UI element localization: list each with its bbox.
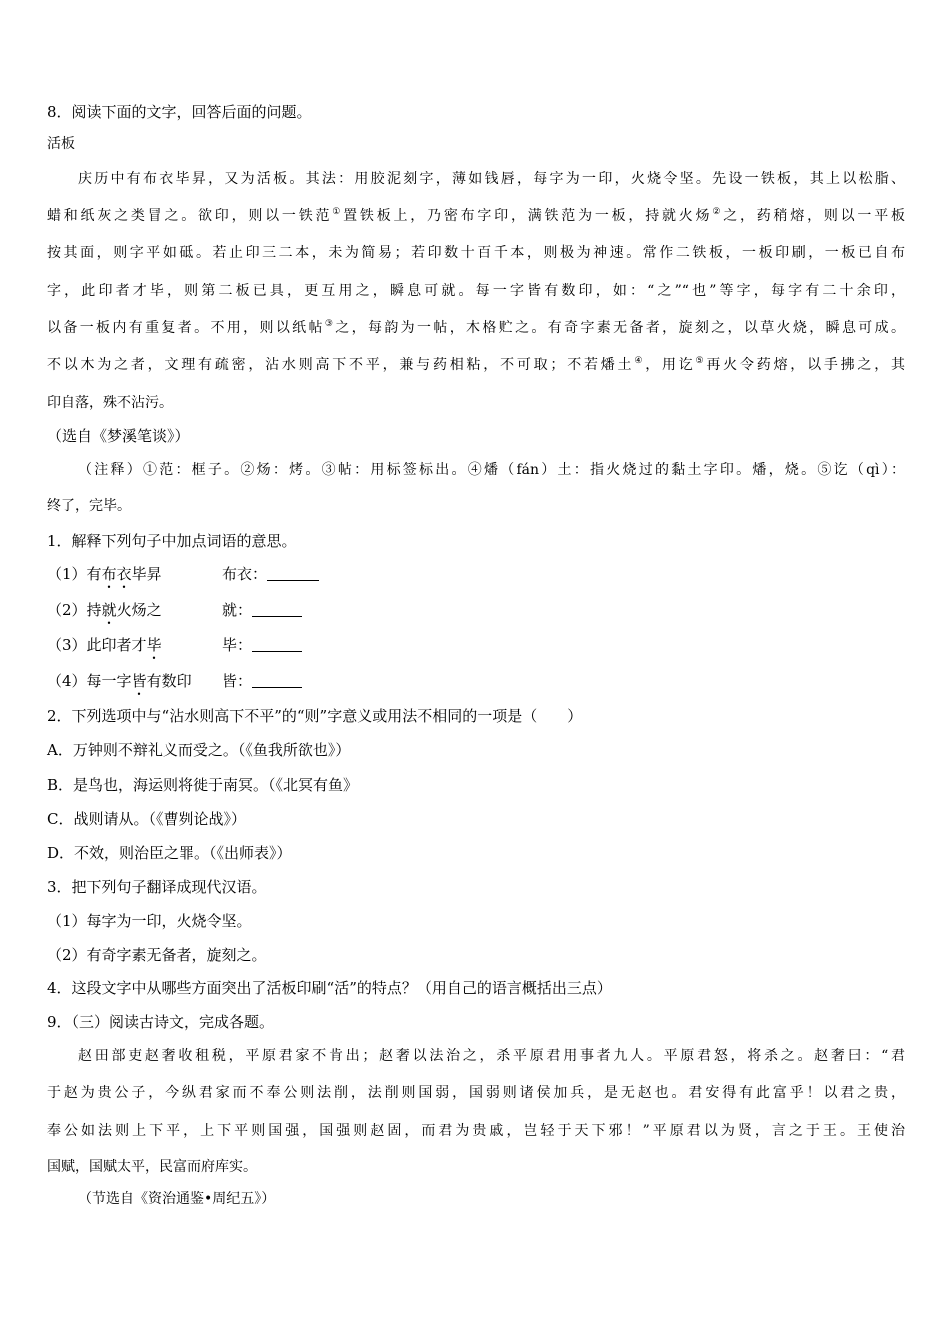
option-c[interactable]: C．战则请从。（《曹刿论战》）	[47, 810, 246, 828]
option-b[interactable]: B．是鸟也，海运则将徙于南冥。（《北冥有鱼》	[47, 776, 359, 794]
note-ref: ①	[332, 207, 344, 217]
sub1-item: （4）每一字皆有数印	[47, 672, 192, 690]
answer-blank[interactable]	[267, 564, 319, 581]
passage-line: 庆历中有布衣毕昇，又为活板。其法：用胶泥刻字，薄如钱唇，每字为一印，火烧令坚。先设一铁板，其上以松脂、	[78, 171, 905, 187]
answer-line: 就：	[222, 600, 302, 620]
sub-question-2: 2．下列选项中与“沾水则高下不平”的“则”字意义或用法不相同的一项是（ ）	[47, 707, 583, 725]
answer-line: 布衣：	[222, 564, 319, 584]
sub-question-3: 3．把下列句子翻译成现代汉语。	[47, 878, 267, 896]
passage-line: 国赋，国赋太平，民富而府库实。	[47, 1159, 257, 1175]
passage-source: （节选自《资治通鉴•周纪五》）	[78, 1191, 276, 1207]
note-ref: ③	[324, 319, 336, 329]
notes: （注释）①范：框子。②炀：烤。③帖：用标签标出。④燔（fán）土：指火烧过的黏土字印。燔，烧。⑤讫（qì）：	[78, 462, 905, 478]
passage-line: 按其面，则字平如砥。若止印三二本，未为简易；若印数十百千本，则极为神速。常作二铁板，一板印刷，一板已自布	[47, 245, 905, 261]
passage-source: （选自《梦溪笔谈》）	[47, 427, 190, 445]
sub1-item: （1）有布衣毕昇	[47, 565, 162, 583]
dotted-word: 皆	[131, 672, 147, 690]
dotted-word: 布衣	[101, 565, 132, 583]
sub-question-1: 1．解释下列句子中加点词语的意思。	[47, 532, 297, 550]
option-d[interactable]: D．不效，则治臣之罪。（《出师表》）	[47, 844, 292, 862]
passage-line: 以备一板内有重复者。不用，则以纸帖③之，每韵为一帖，木格贮之。有奇字素无备者，旋刻之，以草火烧，瞬息可成。	[47, 319, 905, 336]
answer-blank[interactable]	[252, 635, 302, 652]
answer-line: 毕：	[222, 635, 302, 655]
passage-line: 不以木为之者，文理有疏密，沾水则高下不平，兼与药相粘，不可取；不若燔土④，用讫⑤再火令药熔，以手拂之，其	[47, 356, 905, 373]
passage-line: 奉公如法则上下平，上下平则国强，国强则赵固，而君为贵戚，岂轻于天下邪！”平原君以为贤，言之于王。王使治	[47, 1123, 905, 1139]
passage-line: 印自落，殊不沾污。	[47, 395, 173, 411]
sub1-item: （3）此印者才毕	[47, 636, 162, 654]
passage-line: 赵田部吏赵奢收租税，平原君家不肯出；赵奢以法治之，杀平原君用事者九人。平原君怒，将杀之。赵奢曰：“君	[78, 1048, 905, 1064]
note-ref: ②	[712, 207, 724, 217]
passage-line: 字，此印者才毕，则第二板已具，更互用之，瞬息可就。每一字皆有数印，如：“之”“也”等字，每字有二十余印，	[47, 283, 905, 299]
passage-title: 活板	[47, 136, 75, 152]
dotted-word: 毕	[146, 636, 162, 654]
passage-line: 于赵为贵公子，今纵君家而不奉公则法削，法削则国弱，国弱则诸侯加兵，是无赵也。君安得有此富乎！以君之贵，	[47, 1085, 905, 1101]
sub1-item: （2）持就火炀之	[47, 601, 162, 619]
sub3-item: （1）每字为一印，火烧令坚。	[47, 912, 252, 930]
sub3-item: （2）有奇字素无备者，旋刻之。	[47, 946, 267, 964]
q8-heading: 8．阅读下面的文字，回答后面的问题。	[47, 103, 312, 121]
notes: 终了，完毕。	[47, 498, 131, 514]
answer-blank[interactable]	[252, 671, 302, 688]
answer-line: 皆：	[222, 671, 302, 691]
note-ref: ⑤	[695, 356, 707, 366]
passage-line: 蜡和纸灰之类冒之。欲印，则以一铁范①置铁板上，乃密布字印，满铁范为一板，持就火炀②之，药稍熔，则以一平板	[47, 207, 905, 224]
q9-heading: 9．（三）阅读古诗文，完成各题。	[47, 1013, 275, 1031]
answer-blank[interactable]	[252, 600, 302, 617]
option-a[interactable]: A．万钟则不辩礼义而受之。（《鱼我所欲也》）	[47, 741, 351, 759]
dotted-word: 就	[101, 601, 117, 619]
note-ref: ④	[634, 356, 646, 366]
sub-question-4: 4．这段文字中从哪些方面突出了活板印刷“活”的特点？（用自己的语言概括出三点）	[47, 979, 612, 997]
